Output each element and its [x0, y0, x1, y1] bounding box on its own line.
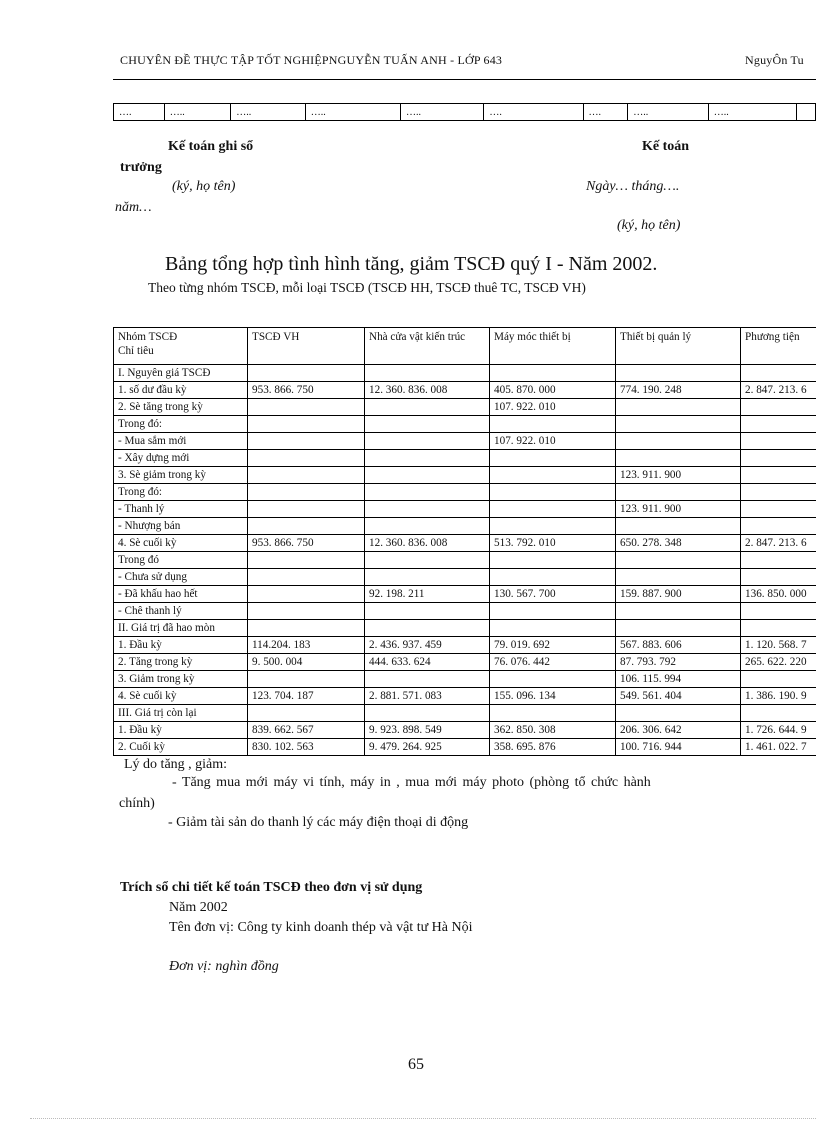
table-row: [114, 637, 816, 654]
table-cell: [490, 518, 616, 535]
report-title: Bảng tổng hợp tình hình tăng, giảm TSCĐ quý I - Năm 2002.: [165, 253, 658, 275]
signature-right-title: Kế toán: [642, 139, 690, 154]
table-cell: [616, 484, 741, 501]
reason-decrease: - Giảm tài sản do thanh lý các máy điện thoại di động: [168, 815, 469, 830]
table-row: [114, 552, 816, 569]
table-cell: [248, 450, 365, 467]
table-cell: 107. 922. 010: [490, 433, 616, 450]
table-cell: 159. 887. 900: [616, 586, 741, 603]
table-cell: 1. 386. 190. 9: [741, 688, 816, 705]
table-cell: [490, 705, 616, 722]
table-cell: [490, 365, 616, 382]
table-cell: [741, 501, 816, 518]
table-cell: [365, 467, 490, 484]
page-number: 65: [408, 1056, 424, 1073]
column-header: Nhà cửa vật kiến trúc: [365, 328, 490, 365]
table-cell: [365, 433, 490, 450]
table-cell: 513. 792. 010: [490, 535, 616, 552]
table-cell: [616, 399, 741, 416]
table-cell: 567. 883. 606: [616, 637, 741, 654]
reason-increase-cont: chính): [119, 796, 155, 811]
table-cell: [490, 467, 616, 484]
table-cell: 953. 866. 750: [248, 535, 365, 552]
extract-year: Năm 2002: [169, 900, 228, 915]
table-cell: [248, 586, 365, 603]
table-cell: [490, 416, 616, 433]
table-cell: 92. 198. 211: [365, 586, 490, 603]
row-label: II. Giá trị đã hao mòn: [114, 620, 248, 637]
table-cell: [248, 569, 365, 586]
row-label: - Mua sắm mới: [114, 433, 248, 450]
dots-cell: ….: [484, 104, 583, 121]
table-cell: 9. 500. 004: [248, 654, 365, 671]
extract-heading: Trích sổ chi tiết kế toán TSCĐ theo đơn vị sử dụng: [120, 880, 423, 895]
row-label: 2. Tăng trong kỳ: [114, 654, 248, 671]
row-label: 2. Cuối kỳ: [114, 739, 248, 756]
table-cell: 155. 096. 134: [490, 688, 616, 705]
table-cell: 9. 479. 264. 925: [365, 739, 490, 756]
continuation-table: [113, 103, 816, 121]
table-row: [114, 535, 816, 552]
table-cell: [365, 569, 490, 586]
table-cell: [616, 518, 741, 535]
dots-cell: …..: [305, 104, 400, 121]
reasons-heading: Lý do tăng , giảm:: [124, 757, 228, 772]
table-row: [114, 603, 816, 620]
reason-increase: - Tăng mua mới máy vi tính, máy in , mua mới máy photo (phòng tổ chức hành: [172, 775, 651, 790]
table-cell: [741, 433, 816, 450]
table-cell: [365, 484, 490, 501]
table-cell: 650. 278. 348: [616, 535, 741, 552]
row-label: Trong đó: [114, 552, 248, 569]
table-cell: [365, 620, 490, 637]
table-cell: [248, 501, 365, 518]
dots-cell: …..: [164, 104, 231, 121]
signature-left-sign: (ký, họ tên): [172, 179, 236, 194]
table-cell: 114.204. 183: [248, 637, 365, 654]
table-cell: [616, 620, 741, 637]
table-row: [114, 722, 816, 739]
row-label: - Xây dựng mới: [114, 450, 248, 467]
table-cell: [248, 416, 365, 433]
report-subtitle: Theo từng nhóm TSCĐ, mỗi loại TSCĐ (TSCĐ HH, TSCĐ thuê TC, TSCĐ VH): [148, 280, 586, 295]
table-cell: 1. 726. 644. 9: [741, 722, 816, 739]
table-cell: [365, 518, 490, 535]
table-cell: 76. 076. 442: [490, 654, 616, 671]
table-cell: [741, 620, 816, 637]
table-cell: [248, 705, 365, 722]
table-cell: 549. 561. 404: [616, 688, 741, 705]
dots-cell: …..: [231, 104, 305, 121]
table-row: [114, 688, 816, 705]
table-cell: [741, 671, 816, 688]
dots-cell: …..: [628, 104, 708, 121]
table-cell: [616, 433, 741, 450]
signature-year: năm…: [115, 200, 152, 215]
table-row: [114, 518, 816, 535]
fixed-asset-summary-table: [113, 327, 816, 756]
column-header: Phương tiện: [741, 328, 816, 365]
table-cell: 107. 922. 010: [490, 399, 616, 416]
table-row: [114, 416, 816, 433]
table-cell: 774. 190. 248: [616, 382, 741, 399]
table-cell: [248, 518, 365, 535]
row-label: I. Nguyên giá TSCĐ: [114, 365, 248, 382]
table-row: [114, 399, 816, 416]
table-cell: 79. 019. 692: [490, 637, 616, 654]
table-cell: 12. 360. 836. 008: [365, 382, 490, 399]
table-cell: [248, 433, 365, 450]
table-cell: [741, 450, 816, 467]
table-row: [114, 104, 816, 121]
table-cell: 2. 847. 213. 6: [741, 382, 816, 399]
table-cell: 106. 115. 994: [616, 671, 741, 688]
table-cell: 2. 436. 937. 459: [365, 637, 490, 654]
row-label: - Thanh lý: [114, 501, 248, 518]
table-cell: [248, 399, 365, 416]
table-cell: [365, 501, 490, 518]
dots-cell: …..: [708, 104, 796, 121]
table-cell: [490, 671, 616, 688]
table-cell: [741, 603, 816, 620]
table-cell: [365, 552, 490, 569]
table-cell: [490, 501, 616, 518]
dots-cell: [797, 104, 816, 121]
row-label: III. Giá trị còn lại: [114, 705, 248, 722]
table-row: [114, 382, 816, 399]
table-cell: [616, 705, 741, 722]
table-cell: 839. 662. 567: [248, 722, 365, 739]
table-cell: 136. 850. 000: [741, 586, 816, 603]
table-cell: 12. 360. 836. 008: [365, 535, 490, 552]
table-cell: [616, 450, 741, 467]
table-cell: [616, 552, 741, 569]
page-bottom-divider: [30, 1118, 816, 1119]
table-cell: 206. 306. 642: [616, 722, 741, 739]
table-cell: [248, 484, 365, 501]
signature-left-title: Kế toán ghi sổ: [168, 139, 254, 154]
row-label: 1. Đầu kỳ: [114, 722, 248, 739]
page-header-right: NguyÔn Tu: [745, 53, 804, 67]
table-cell: [741, 416, 816, 433]
table-row: [114, 620, 816, 637]
table-cell: [248, 467, 365, 484]
table-row: [114, 433, 816, 450]
table-cell: 123. 704. 187: [248, 688, 365, 705]
table-cell: 830. 102. 563: [248, 739, 365, 756]
table-cell: [616, 603, 741, 620]
table-cell: 9. 923. 898. 549: [365, 722, 490, 739]
dots-cell: …..: [400, 104, 483, 121]
row-label: - Đã khấu hao hết: [114, 586, 248, 603]
column-header: Nhóm TSCĐ Chỉ tiêu: [114, 328, 248, 365]
table-cell: [365, 671, 490, 688]
table-cell: [490, 484, 616, 501]
table-cell: 405. 870. 000: [490, 382, 616, 399]
table-header-row: [114, 328, 816, 365]
dots-cell: ….: [583, 104, 628, 121]
table-cell: [616, 569, 741, 586]
table-cell: [490, 603, 616, 620]
table-cell: 2. 847. 213. 6: [741, 535, 816, 552]
table-cell: 265. 622. 220: [741, 654, 816, 671]
table-cell: [490, 552, 616, 569]
table-row: [114, 484, 816, 501]
row-label: - Nhượng bán: [114, 518, 248, 535]
table-cell: 123. 911. 900: [616, 501, 741, 518]
table-cell: [248, 620, 365, 637]
table-cell: [490, 569, 616, 586]
table-cell: 953. 866. 750: [248, 382, 365, 399]
table-cell: 2. 881. 571. 083: [365, 688, 490, 705]
table-cell: 123. 911. 900: [616, 467, 741, 484]
table-cell: [248, 603, 365, 620]
row-label: 1. Đầu kỳ: [114, 637, 248, 654]
row-label: 4. Sè cuối kỳ: [114, 688, 248, 705]
table-row: [114, 365, 816, 382]
row-label: 2. Sè tăng trong kỳ: [114, 399, 248, 416]
table-cell: 130. 567. 700: [490, 586, 616, 603]
row-label: Trong đó:: [114, 416, 248, 433]
extract-unit: Tên đơn vị: Công ty kinh doanh thép và vật tư Hà Nội: [169, 920, 473, 935]
row-label: - Chưa sử dụng: [114, 569, 248, 586]
table-cell: [365, 450, 490, 467]
table-cell: [365, 399, 490, 416]
table-row: [114, 739, 816, 756]
header-rule: [113, 79, 816, 80]
table-cell: 358. 695. 876: [490, 739, 616, 756]
row-label: - Chê thanh lý: [114, 603, 248, 620]
table-cell: [365, 603, 490, 620]
table-cell: [741, 705, 816, 722]
table-cell: 100. 716. 944: [616, 739, 741, 756]
table-cell: [365, 365, 490, 382]
table-row: [114, 586, 816, 603]
column-header: TSCĐ VH: [248, 328, 365, 365]
table-cell: 87. 793. 792: [616, 654, 741, 671]
table-cell: [490, 450, 616, 467]
table-row: [114, 705, 816, 722]
row-label: 3. Sè giảm trong kỳ: [114, 467, 248, 484]
table-cell: [741, 484, 816, 501]
table-cell: 362. 850. 308: [490, 722, 616, 739]
extract-currency: Đơn vị: nghìn đồng: [169, 959, 279, 974]
row-label: Trong đó:: [114, 484, 248, 501]
column-header: Thiết bị quản lý: [616, 328, 741, 365]
table-cell: [741, 365, 816, 382]
table-row: [114, 569, 816, 586]
table-cell: [741, 518, 816, 535]
table-cell: [741, 569, 816, 586]
table-row: [114, 501, 816, 518]
table-cell: [248, 671, 365, 688]
table-row: [114, 654, 816, 671]
table-cell: 1. 120. 568. 7: [741, 637, 816, 654]
column-header: Máy móc thiết bị: [490, 328, 616, 365]
row-label: 3. Giảm trong kỳ: [114, 671, 248, 688]
table-cell: [365, 416, 490, 433]
table-row: [114, 450, 816, 467]
signature-left-title-2: trưởng: [120, 160, 162, 175]
dots-cell: ….: [114, 104, 165, 121]
table-cell: 1. 461. 022. 7: [741, 739, 816, 756]
table-cell: [741, 399, 816, 416]
table-cell: 444. 633. 624: [365, 654, 490, 671]
row-label: 1. số dư đầu kỳ: [114, 382, 248, 399]
table-cell: [365, 705, 490, 722]
table-cell: [490, 620, 616, 637]
table-cell: [616, 365, 741, 382]
page-header-left: CHUYÊN ĐỀ THỰC TẬP TỐT NGHIỆPNGUYỄN TUẤN ANH - LỚP 643: [120, 53, 503, 67]
table-cell: [616, 416, 741, 433]
table-cell: [248, 552, 365, 569]
signature-date: Ngày… tháng….: [586, 179, 680, 194]
table-cell: [741, 467, 816, 484]
table-row: [114, 671, 816, 688]
table-row: [114, 467, 816, 484]
signature-right-sign: (ký, họ tên): [617, 218, 681, 233]
row-label: 4. Sè cuối kỳ: [114, 535, 248, 552]
table-cell: [741, 552, 816, 569]
table-cell: [248, 365, 365, 382]
